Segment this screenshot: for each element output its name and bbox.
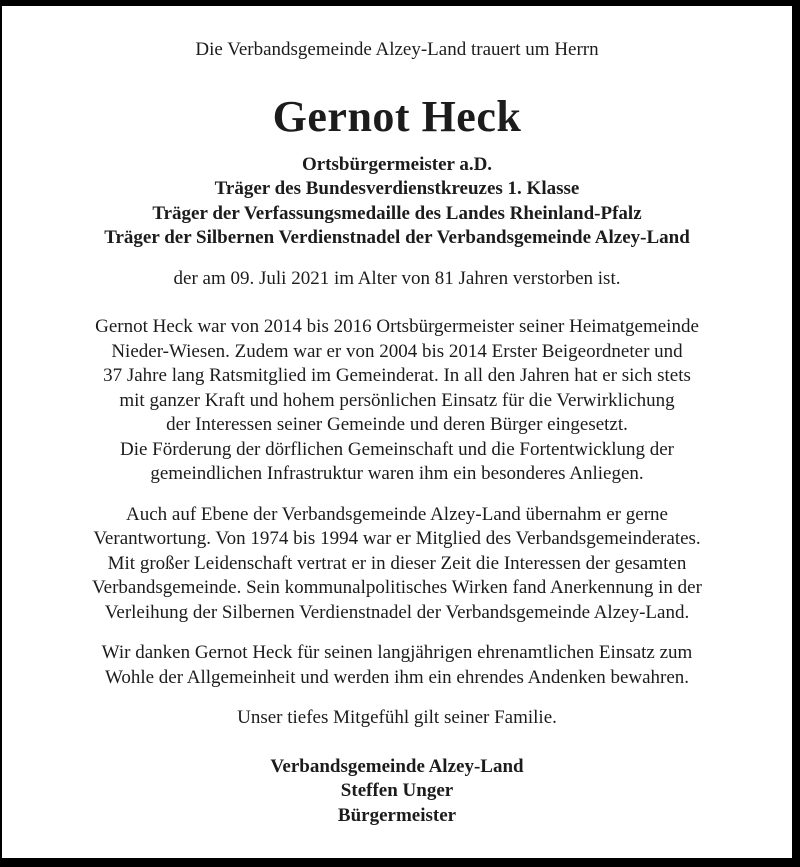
paragraph-line: Wir danken Gernot Heck für seinen langjährigen ehrenamtlichen Einsatz zum <box>101 642 693 663</box>
condolence-line: Unser tiefes Mitgefühl gilt seiner Familie. <box>237 707 557 728</box>
honor-line: Träger der Silbernen Verdienstnadel der Verbandsgemeinde Alzey-Land <box>104 227 690 248</box>
honor-line: Ortsbürgermeister a.D. <box>301 153 493 175</box>
paragraph-line: Wohle der Allgemeinheit und werden ihm ein ehrendes Andenken bewahren. <box>104 666 690 688</box>
deceased-name: Gernot Heck <box>272 91 522 141</box>
paragraph-line: 37 Jahre lang Ratsmitglied im Gemeinderat. In all den Jahren hat er sich stets <box>103 365 691 386</box>
honors-block <box>2 153 792 251</box>
paragraph-line: Verbandsgemeinde. Sein kommunalpolitisches Wirken fand Anerkennung in der <box>92 577 702 598</box>
paragraph-line: Verleihung der Silbernen Verdienstnadel der Verbandsgemeinde Alzey-Land. <box>104 601 690 623</box>
signature-title: Bürgermeister <box>337 804 457 826</box>
signature-organization: Verbandsgemeinde Alzey-Land <box>270 755 524 777</box>
obituary-paragraph <box>2 315 792 487</box>
paragraph-line: Verantwortung. Von 1974 bis 1994 war er Mitglied des Verbandsgemeinderates. <box>93 528 701 549</box>
paragraph-line: Gernot Heck war von 2014 bis 2016 Ortsbürgermeister seiner Heimatgemeinde <box>95 316 699 337</box>
obituary-intro: Die Verbandsgemeinde Alzey-Land trauert um Herrn <box>195 39 599 60</box>
obituary-notice-sheet <box>2 6 792 858</box>
paragraph-line: Auch auf Ebene der Verbandsgemeinde Alzey-Land übernahm er gerne <box>126 503 668 525</box>
paragraph-line: Die Förderung der dörflichen Gemeinschaft und die Fortentwicklung der <box>119 438 674 460</box>
death-date-line: der am 09. Juli 2021 im Alter von 81 Jahren verstorben ist. <box>173 267 621 289</box>
honor-line: Träger des Bundesverdienstkreuzes 1. Klasse <box>214 178 580 199</box>
paragraph-line: gemeindlichen Infrastruktur waren ihm ein besonderes Anliegen. <box>150 463 644 484</box>
obituary-paragraph <box>2 641 792 690</box>
paragraph-line: der Interessen seiner Gemeinde und deren Bürger eingesetzt. <box>166 414 628 435</box>
signature-block <box>2 755 792 829</box>
obituary-paragraph <box>2 503 792 626</box>
paragraph-line: Nieder-Wiesen. Zudem war er von 2004 bis 2014 Erster Beigeordneter und <box>111 340 683 362</box>
paragraph-line: mit ganzer Kraft und hohem persönlichen Einsatz für die Verwirklichung <box>119 389 675 411</box>
paragraph-line: Mit großer Leidenschaft vertrat er in dieser Zeit die Interessen der gesamten <box>107 552 687 574</box>
honor-line: Träger der Verfassungsmedaille des Landes Rheinland-Pfalz <box>152 202 642 224</box>
signature-name: Steffen Unger <box>340 780 454 801</box>
